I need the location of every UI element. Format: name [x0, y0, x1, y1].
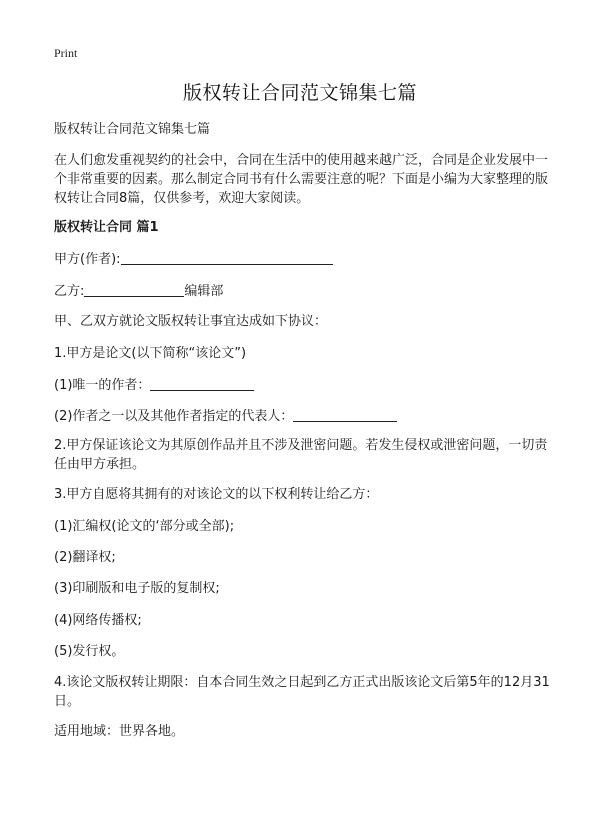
clause-2: 2.甲方保证该论文为其原创作品并且不涉及泄密问题。若发生侵权或泄密问题，一切责任由甲方承担。	[54, 438, 548, 472]
document-subtitle: 版权转让合同范文锦集七篇	[54, 122, 211, 137]
agreement-intro: 甲、乙双方就论文版权转让事宜达成如下协议：	[54, 314, 328, 329]
region-line: 适用地域：世界各地。	[54, 724, 185, 739]
sole-author-blank	[150, 376, 254, 391]
representative-blank	[293, 407, 397, 422]
section-heading: 版权转让合同 篇1	[54, 220, 159, 235]
clause-3: 3.甲方自愿将其拥有的对该论文的以下权利转让给乙方：	[54, 487, 379, 502]
right-3: (3)印刷版和电子版的复制权;	[54, 581, 220, 596]
party-a-line	[54, 250, 333, 269]
party-b-suffix: 编辑部	[184, 284, 224, 299]
party-b-blank	[84, 282, 184, 297]
clause-1: 1.甲方是论文(以下简称“该论文”)	[54, 346, 247, 361]
right-4: (4)网络传播权;	[54, 613, 142, 628]
party-b-label: 乙方:	[54, 284, 85, 299]
page-title: 版权转让合同范文锦集七篇	[182, 82, 417, 104]
party-a-blank	[121, 250, 333, 265]
clause-1-2-line	[54, 407, 397, 426]
intro-paragraph: 在人们愈发重视契约的社会中，合同在生活中的使用越来越广泛，合同是企业发展中一个非常重要的因素。那么制定合同书有什么需要注意的呢？下面是小编为大家整理的版权转让合同8篇，仅供参考，欢迎大家阅读。	[54, 153, 549, 206]
clause-1-1-label: (1)唯一的作者：	[54, 378, 151, 393]
clause-1-1-line	[54, 376, 254, 395]
clause-4: 4.该论文版权转让期限：自本合同生效之日起到乙方正式出版该论文后第5年的12月31日。	[54, 675, 550, 709]
right-1: (1)汇编权(论文的‘部分或全部);	[54, 519, 235, 534]
party-b-line	[54, 282, 223, 301]
right-2: (2)翻译权;	[54, 550, 116, 565]
print-link[interactable]: Print	[54, 46, 78, 60]
party-a-label: 甲方(作者):	[54, 252, 121, 267]
right-5: (5)发行权。	[54, 644, 125, 659]
clause-1-2-label: (2)作者之一以及其他作者指定的代表人：	[54, 409, 294, 424]
